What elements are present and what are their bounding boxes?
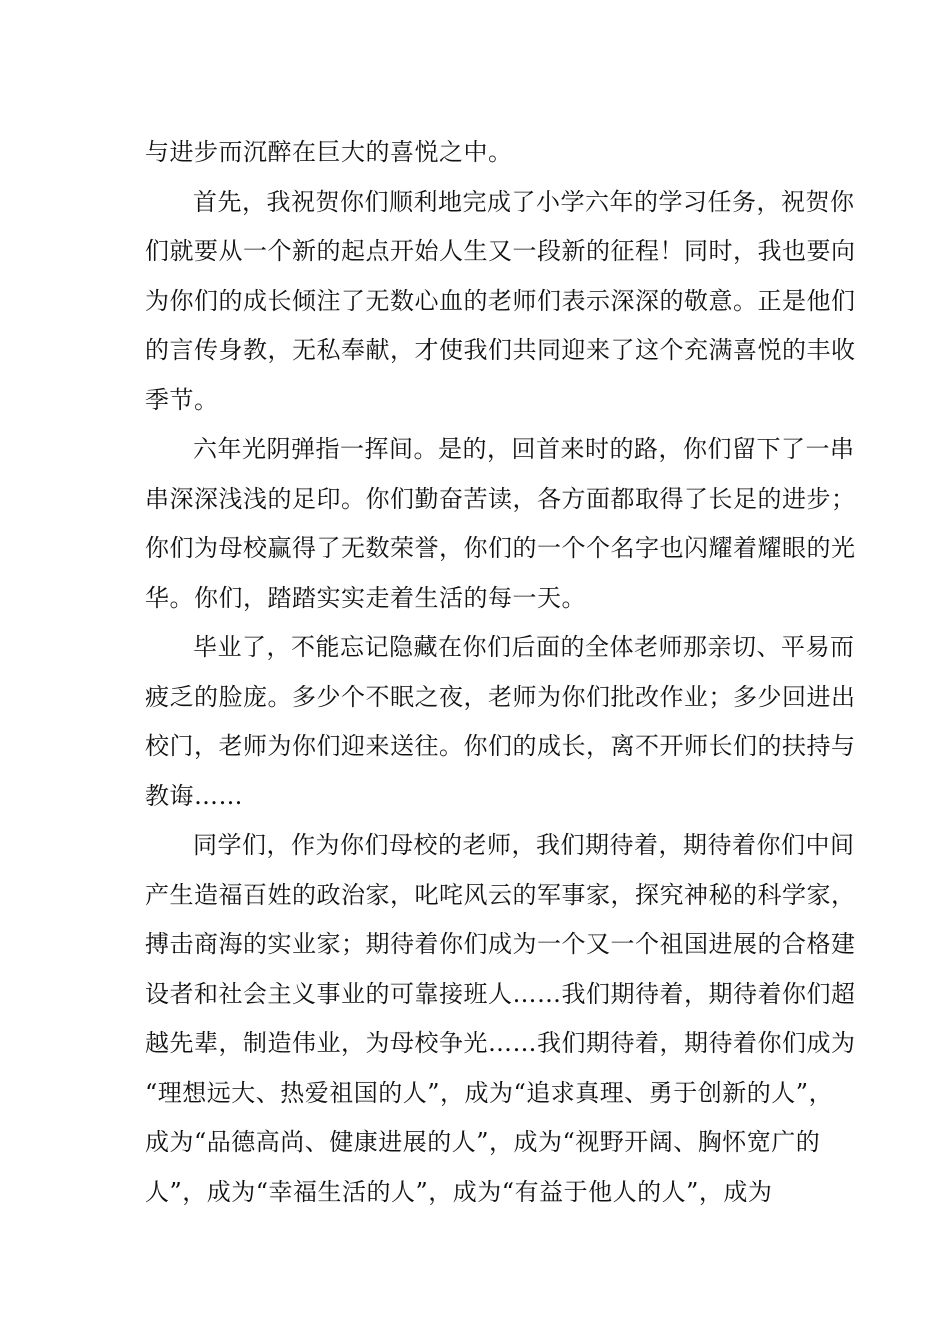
text-line: 为你们的成长倾注了无数心血的老师们表示深深的敬意。正是他们 <box>145 286 856 315</box>
text-line: 六年光阴弹指一挥间。是的，回首来时的路，你们留下了一串 <box>193 435 855 463</box>
document-body <box>145 128 856 1217</box>
text-line: 校门，老师为你们迎来送往。你们的成长，离不开师长们的扶持与 <box>145 732 856 760</box>
text-line: 成为“品德高尚、健康进展的人”，成为“视野开阔、胸怀宽广的 <box>145 1128 821 1156</box>
text-line: 毕业了，不能忘记隐藏在你们后面的全体老师那亲切、平易而 <box>193 633 855 661</box>
text-line: 季节。 <box>145 385 219 414</box>
text-line: 你们为母校赢得了无数荣誉，你们的一个个名字也闪耀着耀眼的光 <box>145 534 856 562</box>
text-line: 设者和社会主义事业的可靠接班人……我们期待着，期待着你们超 <box>145 979 856 1008</box>
text-line: 串深深浅浅的足印。你们勤奋苦读，各方面都取得了长足的进步； <box>145 484 856 513</box>
text-line: 产生造福百姓的政治家，叱咤风云的军事家，探究神秘的科学家， <box>145 880 856 909</box>
text-line: 越先辈，制造伟业，为母校争光……我们期待着，期待着你们成为 <box>145 1029 856 1057</box>
text-line: 华。你们，踏踏实实走着生活的每一天。 <box>145 583 586 612</box>
text-line: 人”，成为“幸福生活的人”，成为“有益于他人的人”，成为 <box>145 1177 773 1206</box>
text-line: 同学们，作为你们母校的老师，我们期待着，期待着你们中间 <box>193 831 855 859</box>
text-line: 们就要从一个新的起点开始人生又一段新的征程！同时，我也要向 <box>145 237 856 265</box>
text-line: “理想远大、热爱祖国的人”，成为“追求真理、勇于创新的人”， <box>145 1078 834 1107</box>
text-line: 与进步而沉醉在巨大的喜悦之中。 <box>145 138 513 166</box>
text-line: 疲乏的脸庞。多少个不眠之夜，老师为你们批改作业；多少回进出 <box>145 682 856 711</box>
text-line: 的言传身教，无私奉献，才使我们共同迎来了这个充满喜悦的丰收 <box>145 336 856 364</box>
text-line: 首先，我祝贺你们顺利地完成了小学六年的学习任务，祝贺你 <box>193 187 855 216</box>
text-line: 搏击商海的实业家；期待着你们成为一个又一个祖国进展的合格建 <box>145 930 856 958</box>
text-line: 教诲…… <box>145 781 243 810</box>
